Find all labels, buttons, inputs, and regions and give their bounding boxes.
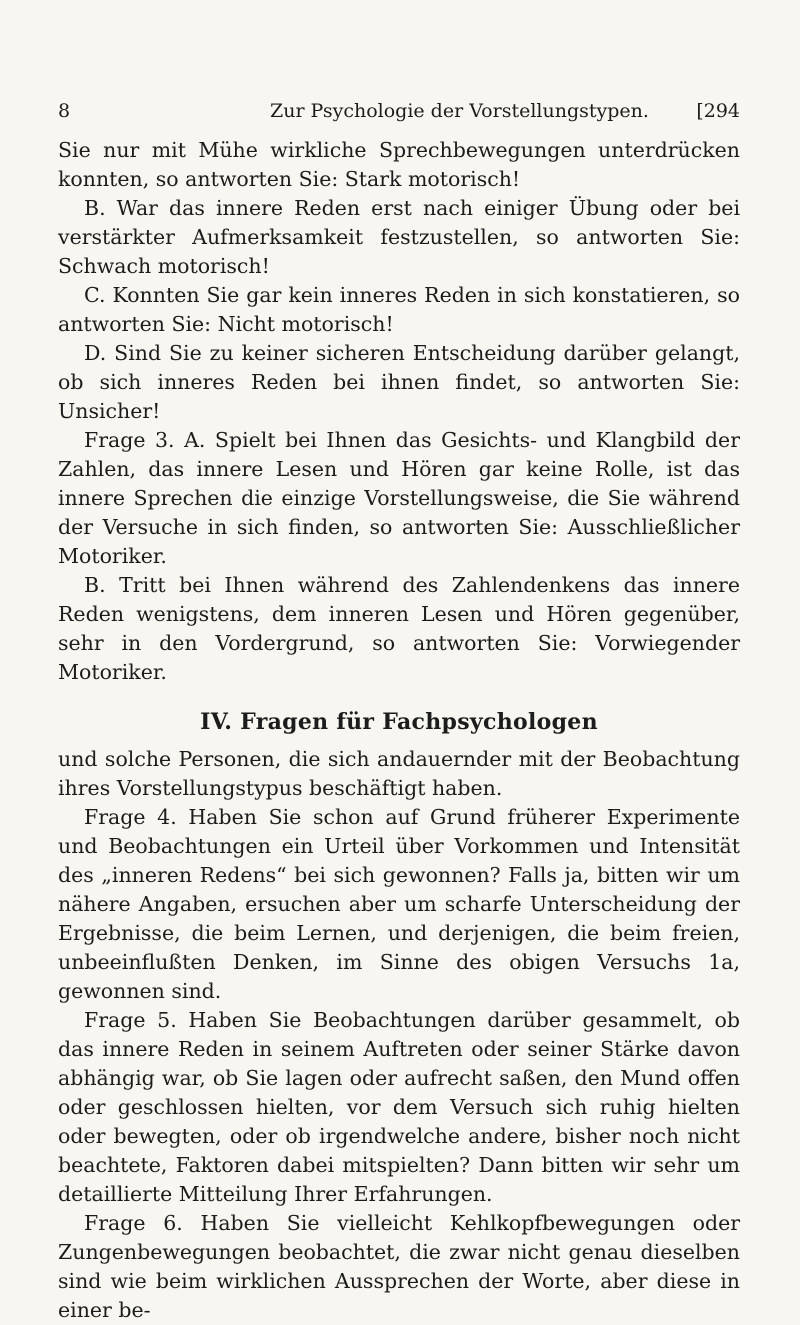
- paragraph-answer-c: C. Konnten Sie gar kein inneres Reden in sich konstatieren, so antworten Sie: Nicht motorisch!: [58, 283, 740, 336]
- paragraph-question-5: Frage 5. Haben Sie Beobachtungen darüber gesammelt, ob das innere Reden in seinem Auftreten oder seiner Stärke davon abhängig war, ob Sie lagen oder aufrecht saßen, den Mund offen oder geschlossen hielten, vor dem Versuch sich ruhig hielten oder bewegten, oder ob irgendwelche andere, bisher noch nicht beachtete, Faktoren dabei mitspielten? Dann bitten wir sehr um detaillierte Mitteilung Ihrer Erfahrungen.: [58, 1008, 740, 1206]
- running-header: [58, 100, 740, 136]
- original-page-ref: [294: [696, 100, 740, 122]
- paragraph-question-3a: Frage 3. A. Spielt bei Ihnen das Gesichts- und Klangbild der Zahlen, das innere Lesen und Hören gar keine Rolle, ist das innere Sprechen die einzige Vorstellungsweise, die Sie während der Versuche in sich finden, so antworten Sie: Ausschließlicher Motoriker.: [58, 428, 740, 568]
- paragraph-continuation: Sie nur mit Mühe wirkliche Sprechbewegungen unterdrücken konnten, so antworten Sie: Stark motorisch!: [58, 138, 740, 191]
- paragraph-question-6: Frage 6. Haben Sie vielleicht Kehlkopfbewegungen oder Zungenbewegungen beobachtet, die zwar nicht genau dieselben sind wie beim wirklichen Aussprechen der Worte, aber diese in einer be-: [58, 1211, 740, 1322]
- paragraph-question-3b: B. Tritt bei Ihnen während des Zahlendenkens das innere Reden wenigstens, dem inneren Lesen und Hören gegenüber, sehr in den Vordergrund, so antworten Sie: Vorwiegender Motoriker.: [58, 573, 740, 684]
- paragraph-answer-d: D. Sind Sie zu keiner sicheren Entscheidung darüber gelangt, ob sich inneres Reden bei ihnen findet, so antworten Sie: Unsicher!: [58, 341, 740, 423]
- paragraph-section-intro: und solche Personen, die sich andauernder mit der Beobachtung ihres Vorstellungstypus beschäftigt haben.: [58, 747, 740, 800]
- section-heading: IV. Fragen für Fachpsychologen: [200, 709, 598, 735]
- book-page: [58, 100, 740, 1325]
- running-title: Zur Psychologie der Vorstellungstypen.: [270, 100, 649, 122]
- paragraph-question-4: Frage 4. Haben Sie schon auf Grund früherer Experimente und Beobachtungen ein Urteil über Vorkommen und Intensität des „inneren Redens“ bei sich gewonnen? Falls ja, bitten wir um nähere Angaben, ersuchen aber um scharfe Unterscheidung der Ergebnisse, die beim Lernen, und derjenigen, die beim freien, unbeeinflußten Denken, im Sinne des obigen Versuchs 1a, gewonnen sind.: [58, 805, 740, 1003]
- page-number: 8: [58, 100, 71, 122]
- paragraph-answer-b: B. War das innere Reden erst nach einiger Übung oder bei verstärkter Aufmerksamkeit festzustellen, so antworten Sie: Schwach motorisch!: [58, 196, 740, 278]
